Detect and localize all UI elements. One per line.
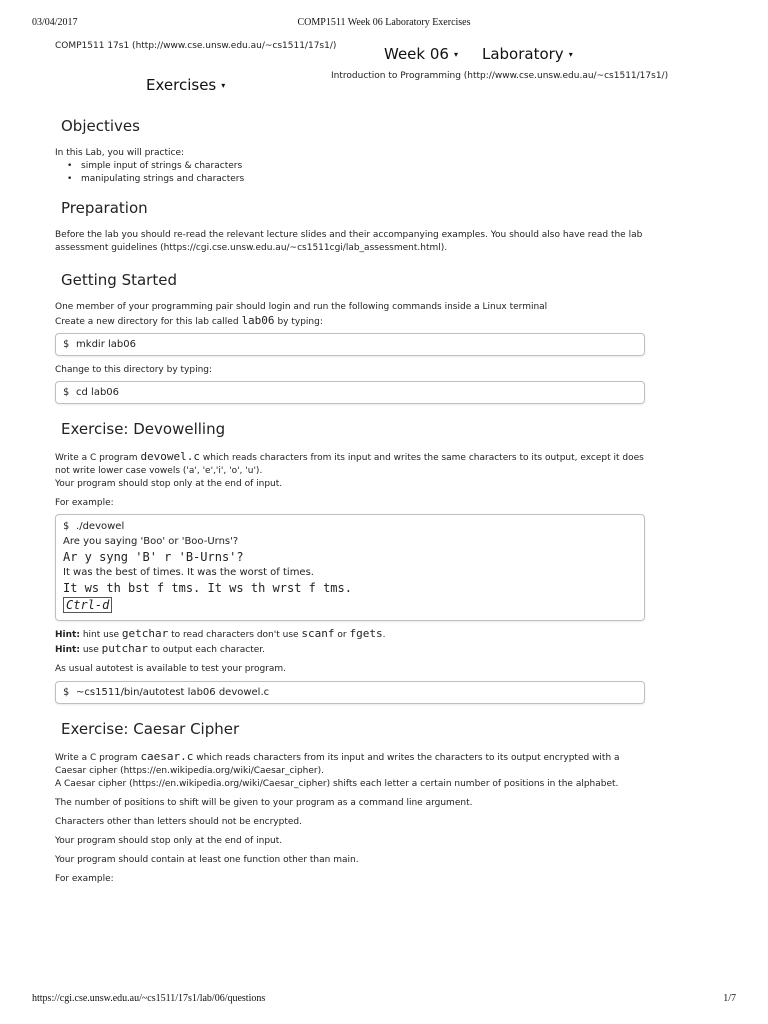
text: Write a C program [55,753,138,763]
text: which reads characters from its input and writes the characters to its output encrypted with a Caesar cipher (https://en.wikipedia.org/wiki/Caesar_cipher). [55,753,620,776]
example-input-2: It was the best of times. It was the worst of times. [63,567,314,578]
lab-menu[interactable] [482,45,573,63]
text: hint use [82,630,120,640]
objectives-list [65,160,645,186]
week-label: Week 06 [384,45,449,63]
print-url: https://cgi.cse.unsw.edu.au/~cs1511/17s1/lab/06/questions [32,993,266,1004]
getting-started-section [55,270,645,404]
caesar-para: The number of positions to shift will be given to your program as a command line argument. [55,798,473,808]
shell-prompt: $ [63,387,70,398]
filename-code: caesar.c [140,750,194,763]
exercises-label: Exercises [146,76,217,94]
text: which reads characters from its input and writes the same characters to its output, except it does not write lower case vowels ('a', 'e','i', 'o', 'u'). [55,453,644,476]
autotest-command-box[interactable] [55,681,645,704]
text: . [382,630,386,640]
preparation-section [55,198,645,255]
example-output-1: Ar y syng 'B' r 'B-Urns'? [63,550,244,564]
autotest-command: ~cs1511/bin/autotest lab06 devowel.c [76,687,270,698]
devowel-example-box[interactable] [55,514,645,621]
text: use [82,645,99,655]
hint-label: Hint: [55,645,80,655]
getting-started-line2 [55,314,645,329]
devowel-stop: Your program should stop only at the end of input. [55,479,283,489]
fgets-code: fgets [349,627,383,640]
text: or [337,630,347,640]
cd-command-box[interactable] [55,381,645,404]
print-title: COMP1511 Week 06 Laboratory Exercises [297,17,471,28]
example-command: ./devowel [76,521,125,532]
getting-started-line1: One member of your programming pair should login and run the following commands inside a Linux terminal [55,302,548,312]
preparation-text: Before the lab you should re-read the relevant lecture slides and their accompanying examples. You should also have read the lab assessment guidelines (https://cgi.cse.unsw.edu.au/~cs1511cgi/lab_assessment.html). [55,230,643,253]
chevron-down-icon: ▾ [221,81,226,90]
chevron-down-icon: ▾ [453,50,458,59]
week-menu[interactable] [384,45,458,63]
print-page-number: 1/7 [723,993,736,1004]
caesar-section [55,719,645,886]
text: by typing: [277,317,323,327]
chevron-down-icon: ▾ [568,50,573,59]
lab-label: Laboratory [481,45,564,63]
shell-prompt: $ [63,339,70,350]
text: Write a C program [55,453,138,463]
caesar-para: For example: [55,874,114,884]
objectives-heading: Objectives [61,117,140,135]
mkdir-command-box[interactable] [55,333,645,356]
dir-code: lab06 [241,314,275,327]
caesar-para: Your program should stop only at the end of input. [55,836,283,846]
print-date: 03/04/2017 [32,17,78,28]
caesar-description [55,750,645,778]
caesar-para: Characters other than letters should not be encrypted. [55,817,302,827]
getchar-code: getchar [121,627,169,640]
shell-prompt: $ [63,521,70,532]
list-item: • simple input of strings & characters [65,160,645,173]
filename-code: devowel.c [140,450,201,463]
exercises-menu[interactable] [146,76,225,94]
text: to read characters don't use [171,630,299,640]
scanf-code: scanf [301,627,335,640]
caesar-heading: Exercise: Caesar Cipher [61,720,240,738]
shell-prompt: $ [63,687,70,698]
caesar-description-2: A Caesar cipher (https://en.wikipedia.org/wiki/Caesar_cipher) shifts each letter a certain number of positions in the alphabet. [55,779,619,789]
objectives-intro: In this Lab, you will practice: [55,148,185,158]
cd-command: cd lab06 [76,387,120,398]
devowel-section [55,419,645,704]
preparation-heading: Preparation [61,199,148,217]
text: Create a new directory for this lab called [55,317,239,327]
hint-label: Hint: [55,630,80,640]
objectives-section [55,116,645,186]
putchar-code: putchar [101,642,148,655]
autotest-text: As usual autotest is available to test your program. [55,664,287,674]
mkdir-command: mkdir lab06 [76,339,136,350]
hint-putchar [55,642,645,657]
intro-link[interactable]: Introduction to Programming (http://www.cse.unsw.edu.au/~cs1511/17s1/) [331,71,669,81]
devowel-for-example: For example: [55,498,114,508]
hint-getchar [55,627,645,642]
week-breadcrumb [384,45,573,63]
devowel-description [55,450,645,478]
text: to output each character. [150,645,265,655]
list-item: • manipulating strings and characters [65,173,645,186]
example-input-1: Are you saying 'Boo' or 'Boo-Urns'? [63,536,239,547]
getting-started-heading: Getting Started [61,271,177,289]
example-command-line [63,519,637,534]
caesar-para: Your program should contain at least one function other than main. [55,855,359,865]
main-content [55,116,645,901]
example-output-2: It ws th bst f tms. It ws th wrst f tms. [63,581,352,595]
change-dir-text: Change to this directory by typing: [55,365,213,375]
ctrl-d-key: Ctrl-d [63,597,112,613]
devowel-heading: Exercise: Devowelling [61,420,226,438]
course-link[interactable]: COMP1511 17s1 (http://www.cse.unsw.edu.au/~cs1511/17s1/) [55,41,337,51]
